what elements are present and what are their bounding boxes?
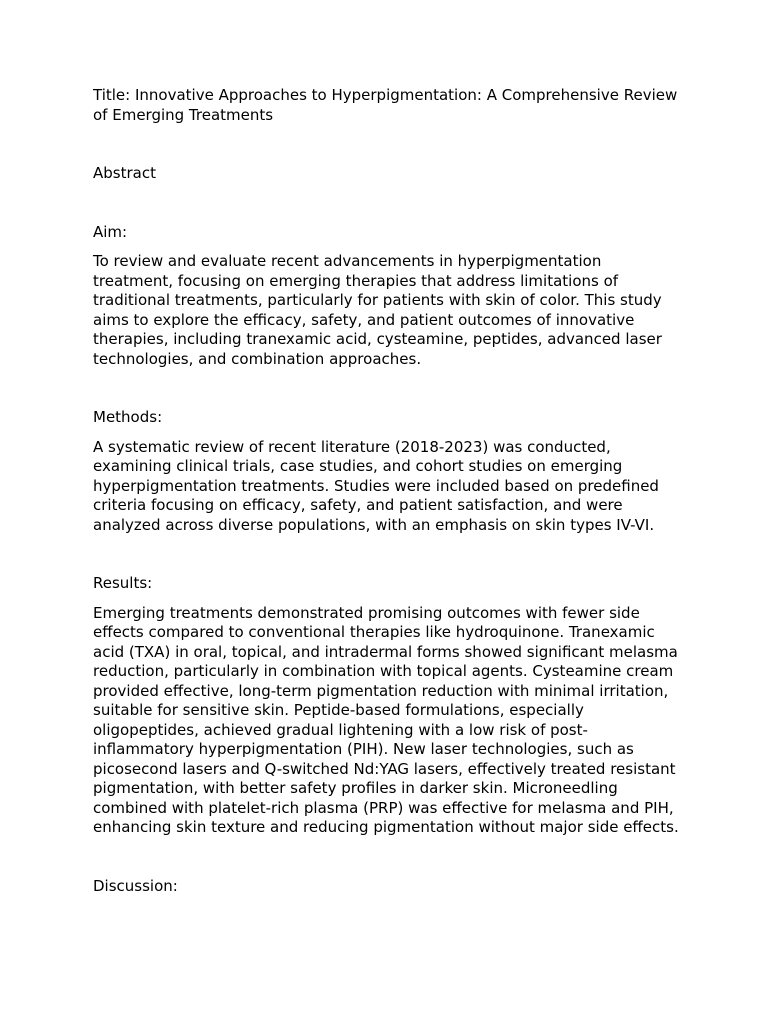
- document-title: Title: Innovative Approaches to Hyperpigmentation: A Comprehensive Review of Emerging Treatments: [93, 86, 678, 124]
- section-text-results: Emerging treatments demonstrated promising outcomes with fewer side effects compared to conventional therapies like hydroquinone. Tranexamic acid (TXA) in oral, topical, and intradermal forms showed significant melasma reduction, particularly in combination with topical agents. Cysteamine cream provided effective, long-term pigmentation reduction with minimal irritation, suitable for sensitive skin. Peptide-based formulations, especially oligopeptides, achieved gradual lightening with a low risk of post-inflammatory hyperpigmentation (PIH). New laser technologies, such as picosecond lasers and Q-switched Nd:YAG lasers, effectively treated resistant pigmentation, with better safety profiles in darker skin. Microneedling combined with platelet-rich plasma (PRP) was effective for melasma and PIH, enhancing skin texture and reducing pigmentation without major side effects.: [93, 603, 679, 836]
- section-label-aim: Aim:: [93, 222, 128, 241]
- section-text-methods: A systematic review of recent literature (2018-2023) was conducted, examining clinical trials, case studies, and cohort studies on emerging hyperpigmentation treatments. Studies were included based on predefined criteria focusing on efficacy, safety, and patient satisfaction, and were analyzed across diverse populations, with an emphasis on skin types IV-VI.: [93, 437, 659, 534]
- abstract-heading: Abstract: [93, 164, 156, 182]
- section-label-methods: Methods:: [93, 408, 163, 426]
- section-text-aim: To review and evaluate recent advancements in hyperpigmentation treatment, focusing on emerging therapies that address limitations of traditional treatments, particularly for patients with skin of color. This study aims to explore the efficacy, safety, and patient outcomes of innovative therapies, including tranexamic acid, cysteamine, peptides, advanced laser technologies, and combination approaches.: [93, 252, 662, 368]
- section-label-discussion: Discussion:: [93, 876, 178, 895]
- document-page: [93, 86, 683, 906]
- section-label-results: Results:: [93, 574, 153, 592]
